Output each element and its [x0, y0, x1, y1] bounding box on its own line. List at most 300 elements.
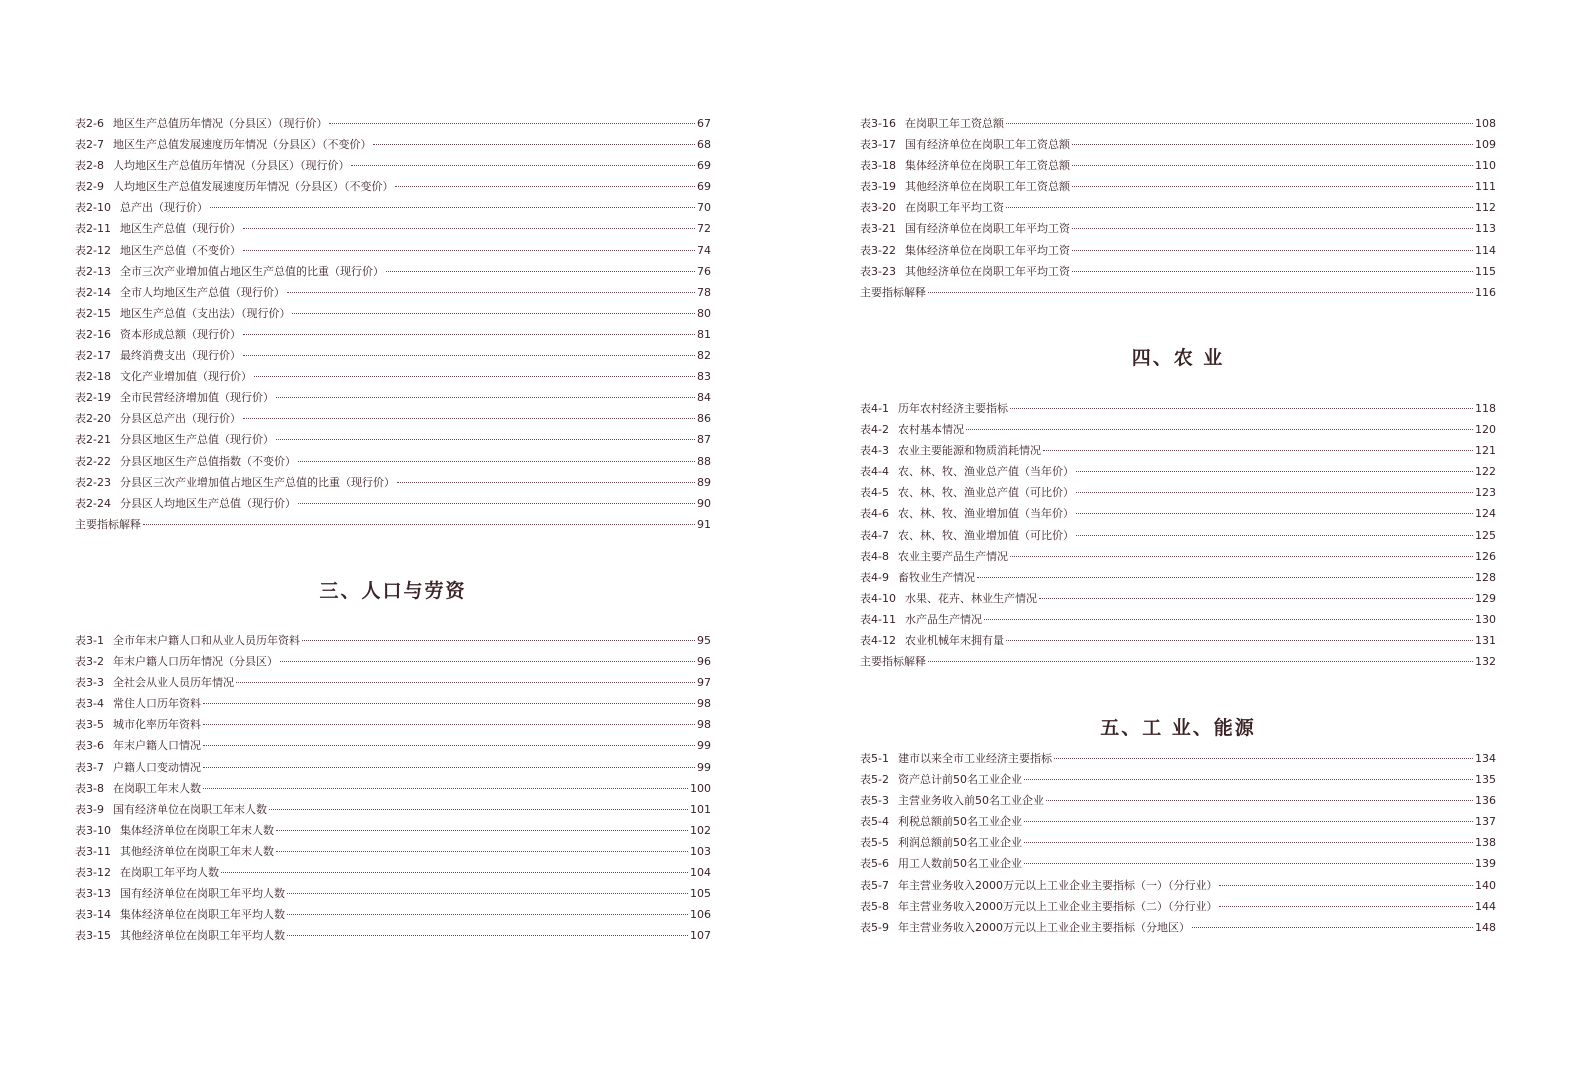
entry-title: 分县区地区生产总值指数（不变价） — [119, 454, 296, 468]
table-code: 表5-3 — [860, 794, 889, 808]
table-code: 表4-12 — [860, 634, 896, 648]
entry-title: 农、林、牧、渔业增加值（可比价） — [897, 528, 1074, 542]
toc-entry[interactable] — [75, 261, 711, 282]
table-code: 表3-9 — [75, 802, 104, 816]
toc-entry[interactable] — [860, 218, 1496, 239]
toc-entry[interactable] — [75, 345, 711, 366]
dot-leader — [143, 524, 695, 525]
page-number: 110 — [1475, 159, 1496, 173]
page-number: 111 — [1475, 180, 1496, 194]
toc-entry[interactable] — [860, 261, 1496, 282]
table-code: 表3-19 — [860, 180, 896, 194]
toc-entry[interactable] — [860, 482, 1496, 503]
dot-leader — [928, 292, 1473, 293]
dot-leader — [203, 724, 695, 725]
toc-entry[interactable] — [860, 790, 1496, 811]
table-code: 表2-9 — [75, 180, 104, 194]
page-number: 69 — [697, 180, 711, 194]
section-heading-industry-energy: 五、工 业、能源 — [1100, 717, 1256, 739]
dot-leader — [298, 461, 695, 462]
table-code: 表3-20 — [860, 201, 896, 215]
dot-leader — [203, 788, 688, 789]
toc-entry[interactable] — [860, 155, 1496, 176]
entry-title: 资产总计前50名工业企业 — [897, 773, 1022, 787]
page-number: 96 — [697, 655, 711, 669]
page-number: 67 — [697, 117, 711, 130]
toc-entry[interactable] — [75, 778, 711, 799]
table-code: 表2-6 — [75, 117, 104, 130]
entry-title: 用工人数前50名工业企业 — [897, 857, 1022, 871]
toc-entry[interactable] — [860, 282, 1496, 303]
table-code: 表3-6 — [75, 739, 104, 753]
toc-entry[interactable] — [75, 472, 711, 493]
toc-entry[interactable] — [75, 408, 711, 429]
entry-title: 总产出（现行价） — [119, 201, 208, 215]
dot-leader — [397, 482, 695, 483]
entry-title: 利税总额前50名工业企业 — [897, 815, 1022, 829]
page-number: 108 — [1475, 117, 1496, 130]
toc-entry[interactable] — [75, 366, 711, 387]
page-number: 82 — [697, 349, 711, 363]
toc-entry[interactable] — [860, 748, 1496, 769]
toc-section5-list — [860, 748, 1496, 938]
entry-title: 集体经济单位在岗职工年平均人数 — [119, 908, 285, 922]
toc-entry[interactable] — [75, 672, 711, 693]
table-code: 表2-10 — [75, 201, 111, 215]
toc-entry[interactable] — [860, 588, 1496, 609]
page-number: 84 — [697, 391, 711, 405]
dot-leader — [351, 165, 695, 166]
entry-title: 利润总额前50名工业企业 — [897, 836, 1022, 850]
page-number: 69 — [697, 159, 711, 173]
dot-leader — [280, 661, 695, 662]
table-code: 表2-23 — [75, 475, 111, 489]
page-number: 72 — [697, 222, 711, 236]
entry-title: 主要指标解释 — [75, 517, 141, 531]
table-code: 表4-4 — [860, 465, 889, 479]
page-number: 91 — [697, 517, 711, 531]
entry-title: 集体经济单位在岗职工年末人数 — [119, 823, 274, 837]
toc-entry[interactable] — [860, 609, 1496, 630]
dot-leader — [373, 144, 695, 145]
dot-leader — [1006, 123, 1473, 124]
page-number: 137 — [1475, 815, 1496, 829]
toc-entry[interactable] — [75, 735, 711, 756]
dot-leader — [276, 439, 695, 440]
table-code: 表3-1 — [75, 634, 104, 647]
table-code: 表2-21 — [75, 433, 111, 447]
entry-title: 主要指标解释 — [860, 655, 926, 669]
dot-leader — [287, 292, 695, 293]
entry-title: 人均地区生产总值发展速度历年情况（分县区）（不变价） — [112, 180, 394, 194]
toc-entry[interactable] — [75, 883, 711, 904]
dot-leader — [1024, 779, 1473, 780]
entry-title: 其他经济单位在岗职工年末人数 — [119, 844, 274, 858]
toc-entry[interactable] — [75, 429, 711, 450]
entry-title: 资本形成总额（现行价） — [119, 327, 241, 341]
entry-title: 年主营业务收入2000万元以上工业企业主要指标（一）（分行业） — [897, 878, 1218, 892]
entry-title: 分县区总产出（现行价） — [119, 412, 241, 426]
entry-title: 分县区人均地区生产总值（现行价） — [119, 496, 296, 510]
toc-entry[interactable] — [860, 917, 1496, 938]
dot-leader — [1006, 207, 1473, 208]
toc-entry[interactable] — [75, 904, 711, 925]
dot-leader — [298, 503, 695, 504]
table-code: 表4-10 — [860, 591, 896, 605]
page-number: 139 — [1475, 857, 1496, 871]
dot-leader — [329, 123, 695, 124]
table-code: 表2-11 — [75, 222, 111, 236]
toc-entry[interactable] — [75, 324, 711, 345]
entry-title: 年末户籍人口历年情况（分县区） — [112, 655, 278, 669]
entry-title: 建市以来全市工业经济主要指标 — [897, 752, 1052, 765]
page-number: 114 — [1475, 243, 1496, 257]
toc-entry[interactable] — [860, 134, 1496, 155]
table-code: 表3-10 — [75, 823, 111, 837]
entry-title: 最终消费支出（现行价） — [119, 349, 241, 363]
toc-entry[interactable] — [75, 197, 711, 218]
page-number: 124 — [1475, 507, 1496, 521]
table-code: 表2-18 — [75, 370, 111, 384]
dot-leader — [276, 851, 688, 852]
entry-title: 水产品生产情况 — [904, 612, 982, 626]
toc-entry[interactable] — [75, 155, 711, 176]
dot-leader — [302, 640, 695, 641]
entry-title: 全市人均地区生产总值（现行价） — [119, 285, 285, 299]
toc-entry[interactable] — [860, 875, 1496, 896]
toc-right-top-list — [860, 113, 1496, 303]
table-code: 表3-7 — [75, 760, 104, 774]
page-number: 148 — [1475, 920, 1496, 934]
table-code: 表3-5 — [75, 718, 104, 732]
toc-entry[interactable] — [75, 303, 711, 324]
page-number: 118 — [1475, 402, 1496, 415]
page-number: 98 — [697, 718, 711, 732]
toc-entry[interactable] — [75, 387, 711, 408]
page-number: 99 — [697, 760, 711, 774]
entry-title: 其他经济单位在岗职工年平均人数 — [119, 929, 285, 943]
dot-leader — [243, 250, 695, 251]
toc-entry[interactable] — [860, 240, 1496, 261]
dot-leader — [1039, 598, 1473, 599]
toc-entry[interactable] — [75, 799, 711, 820]
dot-leader — [276, 397, 695, 398]
table-code: 表4-7 — [860, 528, 889, 542]
dot-leader — [1076, 492, 1473, 493]
entry-title: 年主营业务收入2000万元以上工业企业主要指标（二）（分行业） — [897, 899, 1218, 913]
entry-title: 水果、花卉、林业生产情况 — [904, 591, 1037, 605]
page-number: 89 — [697, 475, 711, 489]
dot-leader — [1076, 513, 1473, 514]
dot-leader — [243, 355, 695, 356]
table-code: 表4-6 — [860, 507, 889, 521]
page-number: 123 — [1475, 486, 1496, 500]
toc-section3-list — [75, 630, 711, 946]
toc-entry[interactable] — [75, 757, 711, 778]
page-number: 102 — [690, 823, 711, 837]
page-number: 107 — [690, 929, 711, 943]
page-number: 135 — [1475, 773, 1496, 787]
entry-title: 集体经济单位在岗职工年工资总额 — [904, 159, 1070, 173]
toc-entry[interactable] — [860, 461, 1496, 482]
table-code: 表5-5 — [860, 836, 889, 850]
page-number: 131 — [1475, 634, 1496, 648]
page-number: 76 — [697, 264, 711, 278]
entry-title: 农业主要能源和物质消耗情况 — [897, 444, 1041, 458]
dot-leader — [928, 661, 1473, 662]
page-number: 86 — [697, 412, 711, 426]
dot-leader — [1006, 640, 1473, 641]
toc-entry[interactable] — [75, 113, 711, 134]
table-code: 表3-4 — [75, 697, 104, 711]
entry-title: 农业机械年末拥有量 — [904, 634, 1004, 648]
dot-leader — [221, 872, 688, 873]
table-code: 表3-14 — [75, 908, 111, 922]
entry-title: 农业主要产品生产情况 — [897, 549, 1008, 563]
toc-entry[interactable] — [75, 925, 711, 946]
dot-leader — [966, 429, 1473, 430]
entry-title: 年末户籍人口情况 — [112, 739, 201, 753]
dot-leader — [236, 682, 695, 683]
dot-leader — [1046, 800, 1473, 801]
table-code: 表2-12 — [75, 243, 111, 257]
toc-entry[interactable] — [860, 525, 1496, 546]
table-code: 表2-20 — [75, 412, 111, 426]
page-number: 106 — [690, 908, 711, 922]
table-code: 表3-16 — [860, 117, 896, 130]
page-number: 134 — [1475, 752, 1496, 765]
entry-title: 国有经济单位在岗职工年工资总额 — [904, 138, 1070, 152]
dot-leader — [977, 577, 1473, 578]
page-number: 125 — [1475, 528, 1496, 542]
toc-entry[interactable] — [860, 176, 1496, 197]
entry-title: 地区生产总值（支出法）（现行价） — [119, 306, 291, 320]
dot-leader — [292, 313, 695, 314]
table-code: 表2-24 — [75, 496, 111, 510]
dot-leader — [1010, 408, 1473, 409]
entry-title: 在岗职工年平均工资 — [904, 201, 1004, 215]
table-code: 表2-13 — [75, 264, 111, 278]
entry-title: 城市化率历年资料 — [112, 718, 201, 732]
dot-leader — [254, 376, 695, 377]
entry-title: 其他经济单位在岗职工年平均工资 — [904, 264, 1070, 278]
table-code: 表3-2 — [75, 655, 104, 669]
entry-title: 分县区三次产业增加值占地区生产总值的比重（现行价） — [119, 475, 395, 489]
page-number: 97 — [697, 676, 711, 690]
toc-entry[interactable] — [75, 820, 711, 841]
toc-entry[interactable] — [860, 197, 1496, 218]
dot-leader — [203, 745, 695, 746]
page-number: 138 — [1475, 836, 1496, 850]
table-code: 表4-11 — [860, 612, 896, 626]
table-code: 表3-23 — [860, 264, 896, 278]
page-number: 144 — [1475, 899, 1496, 913]
entry-title: 在岗职工年工资总额 — [904, 117, 1004, 130]
page-number: 113 — [1475, 222, 1496, 236]
dot-leader — [1219, 906, 1473, 907]
entry-title: 人均地区生产总值历年情况（分县区）（现行价） — [112, 159, 350, 173]
table-code: 表3-21 — [860, 222, 896, 236]
section-heading-agriculture: 四、农 业 — [1131, 347, 1225, 369]
dot-leader — [984, 619, 1473, 620]
toc-entry[interactable] — [860, 896, 1496, 917]
page-number: 112 — [1475, 201, 1496, 215]
page-number: 122 — [1475, 465, 1496, 479]
toc-entry[interactable] — [860, 440, 1496, 461]
dot-leader — [1010, 556, 1473, 557]
table-code: 表4-9 — [860, 570, 889, 584]
dot-leader — [1072, 250, 1473, 251]
dot-leader — [1076, 535, 1473, 536]
page-number: 121 — [1475, 444, 1496, 458]
toc-entry[interactable] — [860, 113, 1496, 134]
toc-entry[interactable] — [860, 651, 1496, 672]
dot-leader — [386, 271, 695, 272]
dot-leader — [287, 914, 688, 915]
toc-entry[interactable] — [860, 769, 1496, 790]
section-heading-population-labor: 三、人口与劳资 — [319, 580, 467, 602]
dot-leader — [1072, 186, 1473, 187]
toc-entry[interactable] — [75, 841, 711, 862]
toc-entry[interactable] — [75, 493, 711, 514]
dot-leader — [210, 207, 695, 208]
table-code: 表3-22 — [860, 243, 896, 257]
dot-leader — [1072, 228, 1473, 229]
toc-entry[interactable] — [860, 567, 1496, 588]
toc-entry[interactable] — [860, 503, 1496, 524]
dot-leader — [1024, 863, 1473, 864]
dot-leader — [1192, 927, 1473, 928]
entry-title: 历年农村经济主要指标 — [897, 402, 1008, 415]
toc-entry[interactable] — [860, 832, 1496, 853]
page-number: 136 — [1475, 794, 1496, 808]
page-number: 104 — [690, 866, 711, 880]
dot-leader — [1043, 450, 1473, 451]
table-code: 表5-6 — [860, 857, 889, 871]
toc-entry[interactable] — [75, 134, 711, 155]
dot-leader — [1219, 885, 1473, 886]
entry-title: 主营业务收入前50名工业企业 — [897, 794, 1044, 808]
entry-title: 分县区地区生产总值（现行价） — [119, 433, 274, 447]
table-code: 表4-3 — [860, 444, 889, 458]
toc-entry[interactable] — [75, 282, 711, 303]
page-number: 129 — [1475, 591, 1496, 605]
toc-entry[interactable] — [75, 651, 711, 672]
entry-title: 国有经济单位在岗职工年末人数 — [112, 802, 267, 816]
table-code: 表3-8 — [75, 781, 104, 795]
dot-leader — [1072, 165, 1473, 166]
entry-title: 全市民营经济增加值（现行价） — [119, 391, 274, 405]
page-number: 95 — [697, 634, 711, 647]
toc-entry[interactable] — [75, 218, 711, 239]
dot-leader — [203, 703, 695, 704]
table-code: 表4-2 — [860, 423, 889, 437]
table-code: 表2-15 — [75, 306, 111, 320]
table-code: 表2-17 — [75, 349, 111, 363]
entry-title: 全社会从业人员历年情况 — [112, 676, 234, 690]
table-code: 表2-16 — [75, 327, 111, 341]
toc-entry[interactable] — [860, 398, 1496, 419]
page-number: 128 — [1475, 570, 1496, 584]
toc-entry[interactable] — [860, 811, 1496, 832]
page-number: 100 — [690, 781, 711, 795]
page-number: 68 — [697, 138, 711, 152]
table-code: 表5-1 — [860, 752, 889, 765]
entry-title: 常住人口历年资料 — [112, 697, 201, 711]
entry-title: 主要指标解释 — [860, 285, 926, 299]
table-code: 表5-9 — [860, 920, 889, 934]
entry-title: 全市三次产业增加值占地区生产总值的比重（现行价） — [119, 264, 384, 278]
entry-title: 在岗职工年末人数 — [112, 781, 201, 795]
entry-title: 畜牧业生产情况 — [897, 570, 975, 584]
table-code: 表4-1 — [860, 402, 889, 415]
dot-leader — [395, 186, 695, 187]
entry-title: 国有经济单位在岗职工年平均人数 — [119, 887, 285, 901]
table-code: 表4-5 — [860, 486, 889, 500]
toc-entry[interactable] — [75, 714, 711, 735]
toc-entry[interactable] — [860, 546, 1496, 567]
table-code: 表2-14 — [75, 285, 111, 299]
dot-leader — [269, 809, 688, 810]
entry-title: 全市年末户籍人口和从业人员历年资料 — [112, 634, 300, 647]
dot-leader — [243, 418, 695, 419]
page-number: 87 — [697, 433, 711, 447]
page-number: 120 — [1475, 423, 1496, 437]
page-number: 126 — [1475, 549, 1496, 563]
toc-entry[interactable] — [75, 514, 711, 535]
page-number: 105 — [690, 887, 711, 901]
page-number: 140 — [1475, 878, 1496, 892]
page-number: 109 — [1475, 138, 1496, 152]
page-number: 99 — [697, 739, 711, 753]
toc-entry[interactable] — [75, 176, 711, 197]
toc-left-top-list — [75, 113, 711, 535]
table-code: 表3-15 — [75, 929, 111, 943]
toc-entry[interactable] — [860, 419, 1496, 440]
dot-leader — [287, 893, 688, 894]
entry-title: 农、林、牧、渔业增加值（当年价） — [897, 507, 1074, 521]
toc-entry[interactable] — [75, 240, 711, 261]
table-code: 表3-11 — [75, 844, 111, 858]
entry-title: 地区生产总值发展速度历年情况（分县区）（不变价） — [112, 138, 372, 152]
dot-leader — [1072, 271, 1473, 272]
dot-leader — [243, 334, 695, 335]
entry-title: 文化产业增加值（现行价） — [119, 370, 252, 384]
dot-leader — [1076, 471, 1473, 472]
table-code: 表3-13 — [75, 887, 111, 901]
page-number: 90 — [697, 496, 711, 510]
page-number: 78 — [697, 285, 711, 299]
toc-entry[interactable] — [75, 451, 711, 472]
toc-entry[interactable] — [860, 630, 1496, 651]
entry-title: 国有经济单位在岗职工年平均工资 — [904, 222, 1070, 236]
dot-leader — [243, 228, 695, 229]
table-code: 表2-8 — [75, 159, 104, 173]
dot-leader — [276, 830, 688, 831]
toc-entry[interactable] — [860, 853, 1496, 874]
entry-title: 年主营业务收入2000万元以上工业企业主要指标（分地区） — [897, 920, 1190, 934]
entry-title: 在岗职工年平均人数 — [119, 866, 219, 880]
entry-title: 农、林、牧、渔业总产值（可比价） — [897, 486, 1074, 500]
toc-entry[interactable] — [75, 630, 711, 651]
page-number: 116 — [1475, 285, 1496, 299]
toc-entry[interactable] — [75, 862, 711, 883]
entry-title: 农村基本情况 — [897, 423, 964, 437]
page-number: 80 — [697, 306, 711, 320]
dot-leader — [203, 767, 695, 768]
toc-entry[interactable] — [75, 693, 711, 714]
dot-leader — [1024, 821, 1473, 822]
